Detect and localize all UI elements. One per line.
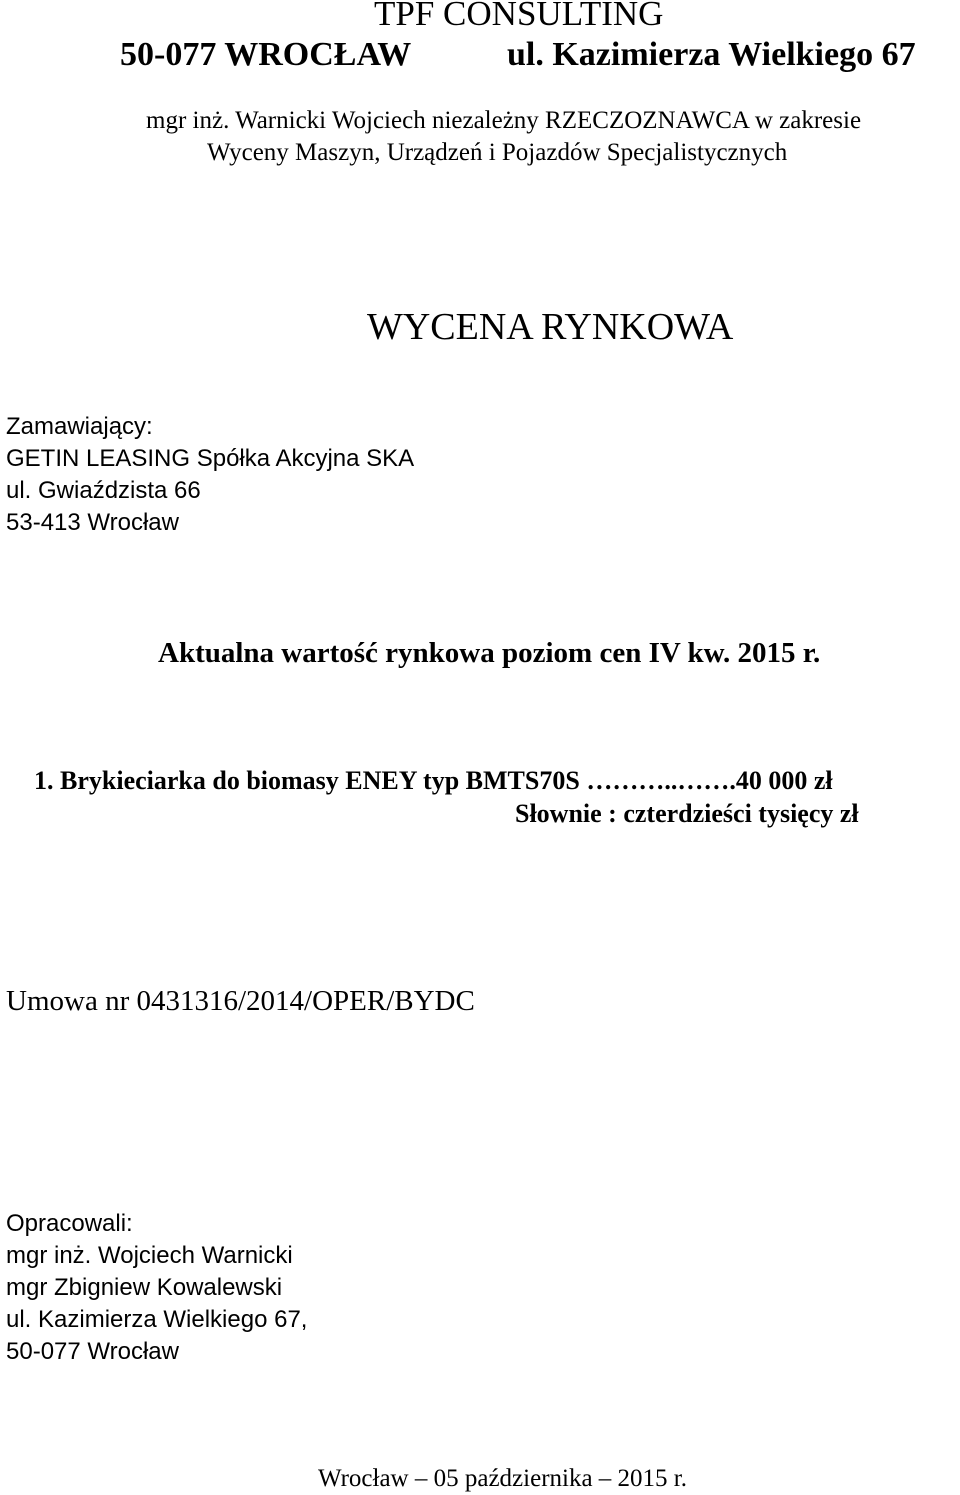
client-name: GETIN LEASING Spółka Akcyjna SKA (6, 445, 415, 472)
valuation-in-words: Słownie : czterdzieści tysięcy zł (515, 799, 859, 828)
valuation-heading: Aktualna wartość rynkowa poziom cen IV kw. 2015 r. (158, 637, 821, 669)
company-city: 50-077 WROCŁAW (120, 36, 412, 73)
prepared-city: 50-077 Wrocław (6, 1338, 179, 1365)
prepared-label: Opracowali: (6, 1210, 133, 1237)
valuation-item: 1. Brykieciarka do biomasy ENEY typ BMTS70S ………..…….40 000 zł (34, 766, 833, 795)
expert-line-2: Wyceny Maszyn, Urządzeń i Pojazdów Specjalistycznych (207, 139, 788, 166)
document-title: WYCENA RYNKOWA (367, 306, 734, 348)
prepared-person-1: mgr inż. Wojciech Warnicki (6, 1242, 293, 1269)
place-and-date: Wrocław – 05 października – 2015 r. (318, 1465, 688, 1492)
company-street: ul. Kazimierza Wielkiego 67 (507, 36, 916, 73)
prepared-street: ul. Kazimierza Wielkiego 67, (6, 1306, 308, 1333)
client-street: ul. Gwiaździsta 66 (6, 477, 201, 504)
expert-line-1: mgr inż. Warnicki Wojciech niezależny RZECZOZNAWCA w zakresie (146, 107, 862, 134)
company-name: TPF CONSULTING (374, 0, 664, 33)
contract-number: Umowa nr 0431316/2014/OPER/BYDC (6, 985, 475, 1017)
prepared-person-2: mgr Zbigniew Kowalewski (6, 1274, 283, 1301)
client-label: Zamawiający: (6, 413, 153, 440)
client-city: 53-413 Wrocław (6, 509, 179, 536)
